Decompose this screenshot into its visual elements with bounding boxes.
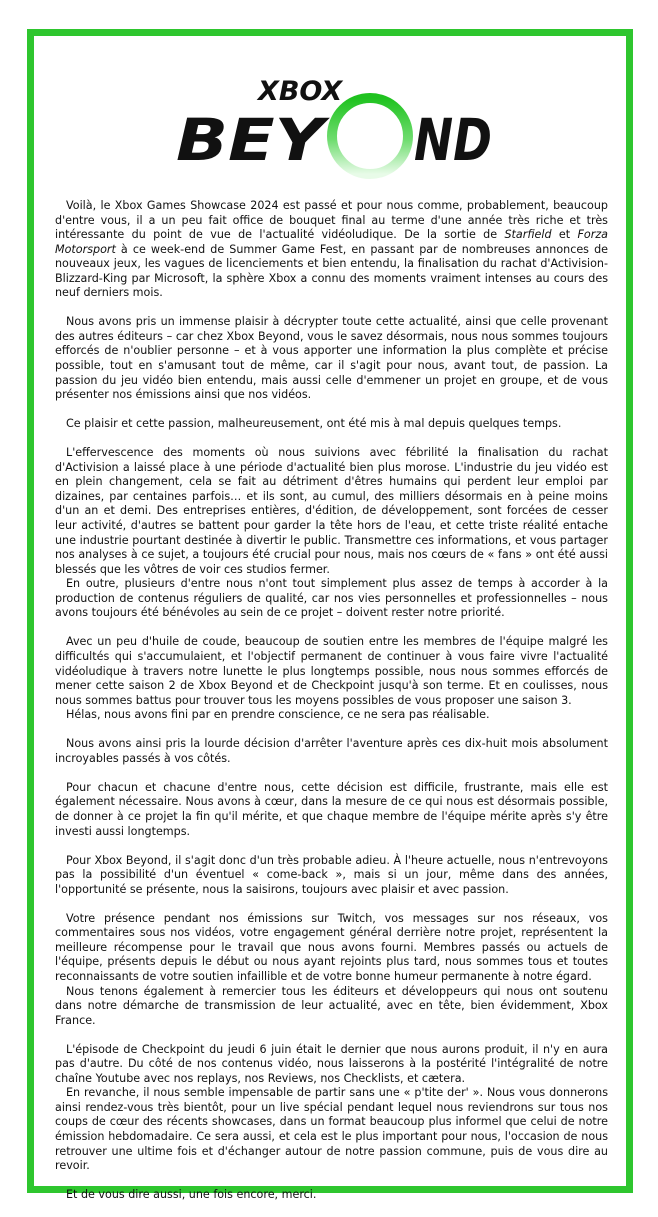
paragraph-editeurs: Nous tenons également à remercier tous les éditeurs et développeurs qui nous ont soutenu dans notre démarche de transmission de leur actualité, avec en tête, bien évidemment, Xbox France. — [55, 984, 608, 1027]
paragraph-saison-2: Avec un peu d'huile de coude, beaucoup de soutien entre les membres de l'équipe malgré les difficultés qui s'accumulaient, et l'objectif permanent de continuer à vous faire vivre l'actualité vidéoludique à travers notre lunette le plus longtemps possible, nous nous sommes efforcés de mener cette saison 2 de Xbox Beyond et de Checkpoint jusqu'à son terme. Et en coulisses, nous nous sommes battus pour trouver tous les moyens possibles de vous proposer une saison 3. — [55, 635, 608, 707]
paragraph-difficile: Pour chacun et chacune d'entre nous, cette décision est difficile, frustrante, mais elle est également nécessaire. Nous avons à cœur, dans la mesure de ce qui nous est désormais possible, de donner à ce projet la fin qu'il mérite, et que chaque membre de l'équipe mérite après s'y être investi aussi longtemps. — [55, 780, 608, 838]
paragraph-helas: Hélas, nous avons fini par en prendre conscience, ce ne sera pas réalisable. — [66, 708, 490, 722]
paragraph-merci: Et de vous dire aussi, une fois encore, merci. — [66, 1188, 317, 1202]
paragraph-en-outre: En outre, plusieurs d'entre nous n'ont tout simplement plus assez de temps à accorder à la production de contenus réguliers de qualité, car nos vies personnelles et professionnelles – nous avons toujours été bénévoles au sein de ce projet – doivent rester notre priorité. — [55, 577, 608, 620]
game-title-forza: Forza Motorsport — [55, 228, 608, 256]
xbox-beyond-logo — [174, 60, 494, 180]
paragraph-text: et — [551, 228, 578, 242]
paragraph-adieu: Pour Xbox Beyond, il s'agit donc d'un très probable adieu. À l'heure actuelle, nous n'entrevoyons pas la possibilité d'un éventuel « come-back », mais si un jour, même dans des années, l'opportunité se présente, nous la saisirons, toujours avec plaisir et avec passion. — [55, 853, 608, 896]
logo-graphic — [174, 60, 494, 180]
logo-beyond-left: BEY — [176, 106, 330, 174]
logo-xbox-text: XBOX — [258, 76, 343, 107]
paragraph-industrie: L'effervescence des moments où nous suivions avec fébrilité la finalisation du rachat d'Activision a laissé place à une période d'actualité bien plus morose. L'industrie du jeu vidéo est en plein changement, cela se fait au détriment d'êtres humains qui perdent leur emploi par dizaines, par centaines parfois… et ils sont, au cumul, des milliers désormais en à peine moins d'un an et demi. Des entreprises entières, d'édition, de développement, sont forcées de cesser leur activité, d'autres se battent pour garder la tête hors de l'eau, et cette triste réalité entache une industrie pourtant destinée à divertir le public. Transmettre ces informations, et vous partager nos analyses à ce sujet, a toujours été crucial pour nous, mais nos cœurs de « fans » ont été aussi blessés que les vôtres de voir ces studios fermer. — [55, 446, 608, 576]
farewell-letter — [55, 199, 608, 1217]
paragraph-text: à ce week-end de Summer Game Fest, en passant par de nombreuses annonces de nouveaux jeux, les vagues de licenciements et bien entendu, la finalisation du rachat d'Activision-Blizzard-King par Microsoft, la sphère Xbox a connu des moments vraiment intenses au cours des neuf derniers mois. — [55, 242, 608, 300]
logo-ring-o — [332, 98, 408, 174]
paragraph-decision: Nous avons ainsi pris la lourde décision d'arrêter l'aventure après ces dix-huit mois absolument incroyables passés à vos côtés. — [55, 737, 608, 765]
paragraph-checkpoint: L'épisode de Checkpoint du jeudi 6 juin était le dernier que nous aurons produit, il n'y en aura pas d'autre. Du côté de nos contenus vidéo, nous laisserons à la postérité l'intégralité de notre chaîne Youtube avec nos replays, nos Reviews, nos Checklists, et cætera. — [55, 1042, 608, 1085]
paragraph-remerciements: Votre présence pendant nos émissions sur Twitch, vos messages sur nos réseaux, vos commentaires sous nos vidéos, votre engagement général derrière notre projet, représentent la meilleure récompense pour le travail que nous avons fourni. Membres passés ou actuels de l'équipe, présents depuis le début ou nous ayant rejoints plus tard, nous sommes tous et toutes reconnaissants de votre soutien infaillible et de votre bonne humeur permanente à notre égard. — [55, 911, 608, 983]
page-frame — [27, 29, 633, 1202]
paragraph-showcase — [55, 199, 608, 301]
logo-beyond-right: ND — [414, 106, 492, 174]
paragraph-mis-a-mal: Ce plaisir et cette passion, malheureusement, ont été mis à mal depuis quelques temps. — [66, 417, 562, 431]
paragraph-passion: Nous avons pris un immense plaisir à décrypter toute cette actualité, ainsi que celle provenant des autres éditeurs – car chez Xbox Beyond, vous le savez désormais, nous nous sommes toujours efforcés de n'oublier personne – et à vous apporter une information la plus complète et précise possible, tout en s'amusant tout de même, car il s'agit pour nous, avant tout, de passion. La passion du jeu vidéo bien entendu, mais aussi celle d'emmener un projet en groupe, et de vous présenter nos émissions ainsi que nos vidéos. — [55, 315, 608, 402]
paragraph-ptite-der: En revanche, il nous semble impensable de partir sans une « p'tite der' ». Nous vous donnerons ainsi rendez-vous très bientôt, pour un live spécial pendant lequel nous reviendrons sur tous nos coups de cœur des récents showcases, dans un format beaucoup plus informel que celui de notre émission hebdomadaire. Ce sera aussi, et cela est le plus important pour nous, l'occasion de nous retrouver une ultime fois et d'échanger autour de notre passion commune, puis de vous dire au revoir. — [55, 1086, 608, 1173]
game-title-starfield: Starfield — [504, 228, 552, 242]
paragraph-text: Voilà, le Xbox Games Showcase 2024 est passé et pour nous comme, probablement, beaucoup d'entre vous, il a un peu fait office de bouquet final au terme d'une année très riche et très intéressante du point de vue de l'actualité vidéoludique. De la sortie de — [55, 199, 608, 242]
